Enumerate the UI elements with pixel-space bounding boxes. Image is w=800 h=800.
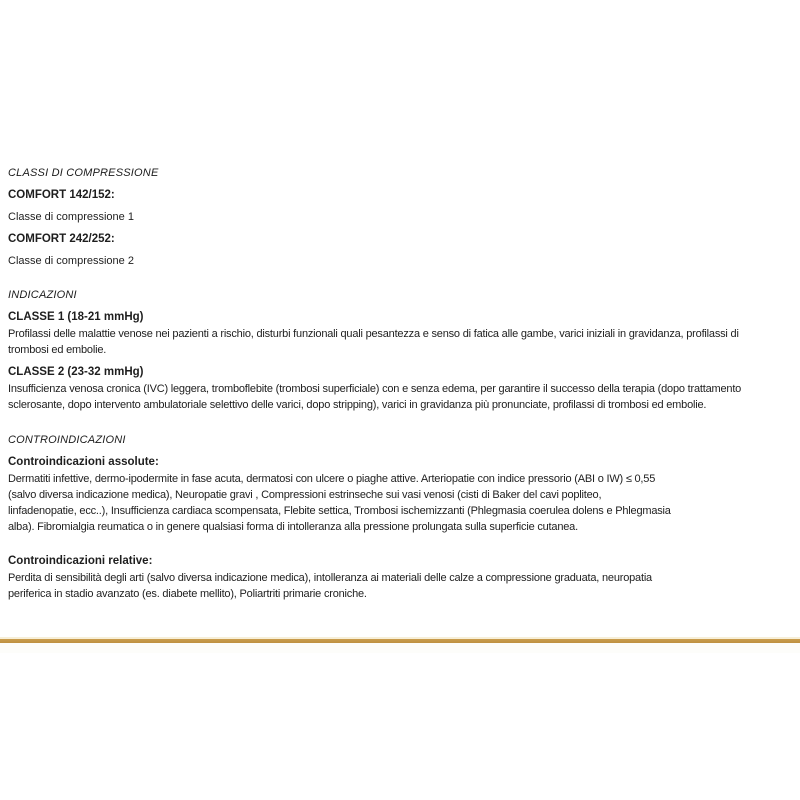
paragraph-line: Dermatiti infettive, dermo-ipodermite in fase acuta, dermatosi con ulcere o piaghe attive. Arteriopatie con indice pressorio (ABI o IW) ≤ 0,55 [8, 473, 656, 485]
paragraph-line: trombosi ed embolie. [8, 344, 107, 356]
block-title-class-2: CLASSE 2 (23-32 mmHg) [8, 366, 144, 378]
section-compression-classes [8, 166, 792, 269]
paragraph-line: Insufficienza venosa cronica (IVC) leggera, tromboflebite (trombosi superficiale) con e senza edema, per garantire il successo della terapia (dopo trattamento [8, 383, 742, 395]
block-title-relative-contraindications: Controindicazioni relative: [8, 555, 153, 567]
block-title-absolute-contraindications: Controindicazioni assolute: [8, 456, 159, 468]
paragraph-class-2 [8, 381, 792, 413]
block-title-class-1: CLASSE 1 (18-21 mmHg) [8, 311, 144, 323]
paragraph-absolute-contraindications [8, 471, 792, 535]
product-model-label: COMFORT 142/152: [8, 189, 115, 201]
section-indications [8, 288, 792, 413]
section-heading-indications: INDICAZIONI [8, 289, 77, 301]
document-content [8, 166, 792, 609]
compression-class-value: Classe di compressione 2 [8, 255, 134, 267]
paragraph-line: (salvo diversa indicazione medica), Neuropatie gravi , Compressioni estrinseche sui vasi venosi (cisti di Baker del cavi popliteo, [8, 489, 602, 501]
paragraph-line: Perdita di sensibilità degli arti (salvo diversa indicazione medica), intolleranza ai materiali delle calze a compressione graduata, neuropatia [8, 572, 652, 584]
divider-shadow-strip [0, 643, 800, 653]
paragraph-relative-contraindications [8, 570, 792, 602]
paragraph-line: periferica in stadio avanzato (es. diabete mellito), Poliartriti primarie croniche. [8, 588, 367, 600]
product-model-label: COMFORT 242/252: [8, 233, 115, 245]
section-heading-compression-classes: CLASSI DI COMPRESSIONE [8, 167, 159, 179]
paragraph-class-1 [8, 326, 792, 358]
paragraph-line: linfadenopatie, ecc..), Insufficienza cardiaca scompensata, Flebite settica, Trombosi ischemizzanti (Phlegmasia coerulea dolens e Phlegmasia [8, 505, 671, 517]
paragraph-line: sclerosante, dopo intervento ambulatoriale selettivo delle varici, dopo stripping), varici in gravidanza più pronunciate, profilassi di trombosi ed embolie. [8, 399, 707, 411]
paragraph-line: Profilassi delle malattie venose nei pazienti a rischio, disturbi funzionali quali pesantezza e senso di fatica alle gambe, varici iniziali in gravidanza, profilassi di [8, 328, 739, 340]
section-contraindications [8, 433, 792, 602]
compression-class-value: Classe di compressione 1 [8, 211, 134, 223]
paragraph-line: alba). Fibromialgia reumatica o in genere qualsiasi forma di intolleranza alla pressione prolungata sulla superficie cutanea. [8, 521, 578, 533]
section-heading-contraindications: CONTROINDICAZIONI [8, 434, 126, 446]
